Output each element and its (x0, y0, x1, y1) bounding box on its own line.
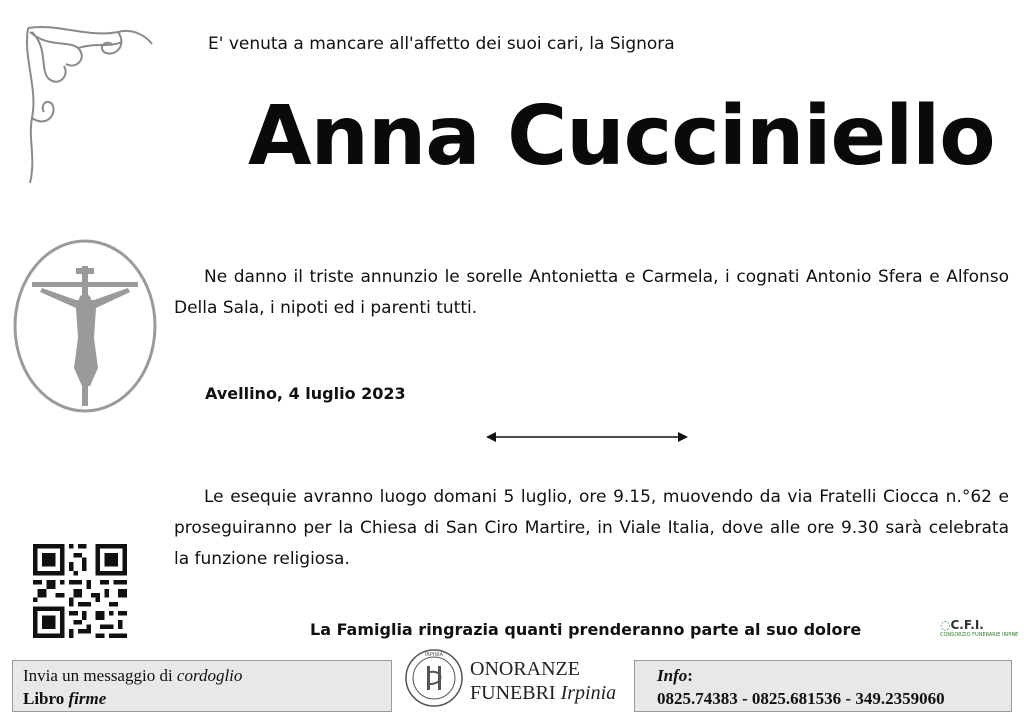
info-box: Info: 0825.74383 - 0825.681536 - 349.2359060 (634, 660, 1012, 712)
place-date: Avellino, 4 luglio 2023 (205, 384, 406, 403)
crucifix-icon (12, 238, 158, 414)
intro-text: E' venuta a mancare all'affetto dei suoi cari, la Signora (208, 34, 675, 54)
thanks-line: La Famiglia ringrazia quanti prenderanno parte al suo dolore (310, 620, 862, 639)
condolence-box[interactable] (12, 660, 392, 712)
cfi-logo: ◌C.F.I. CONSORZIO FUNERARIE IRPINE (940, 618, 1019, 638)
phone-numbers[interactable]: 0825.74383 - 0825.681536 - 349.2359060 (657, 689, 945, 708)
info-label: Info (657, 666, 688, 685)
funeral-home-brand: ONORANZE FUNEBRI Irpinia (470, 658, 617, 704)
corner-flourish-icon (18, 18, 158, 188)
deceased-name: Anna Cucciniello (248, 89, 995, 184)
double-arrow-icon (486, 430, 688, 444)
condolence-link[interactable]: Invia un messaggio di cordoglio (23, 666, 243, 685)
cfi-label: C.F.I. (950, 618, 984, 632)
guestbook-link[interactable]: Libro firme (23, 689, 107, 708)
announcement-paragraph: Ne danno il triste annunzio le sorelle Antonietta e Carmela, i cognati Antonio Sfera e Alfonso Della Sala, i nipoti ed i parenti tutti. (174, 267, 1009, 318)
funeral-seal-logo (404, 648, 464, 708)
funeral-paragraph: Le esequie avranno luogo domani 5 luglio, ore 9.15, muovendo da via Fratelli Ciocca n.°62 e proseguiranno per la Chiesa di San Ciro Martire, in Viale Italia, dove alle ore 9.30 sarà celebrata la funzione religiosa. (174, 487, 1009, 569)
qr-code-icon[interactable] (33, 544, 127, 638)
cfi-sub: CONSORZIO FUNERARIE IRPINE (940, 632, 1019, 638)
svg-text:IRPINIA: IRPINIA (424, 652, 444, 658)
